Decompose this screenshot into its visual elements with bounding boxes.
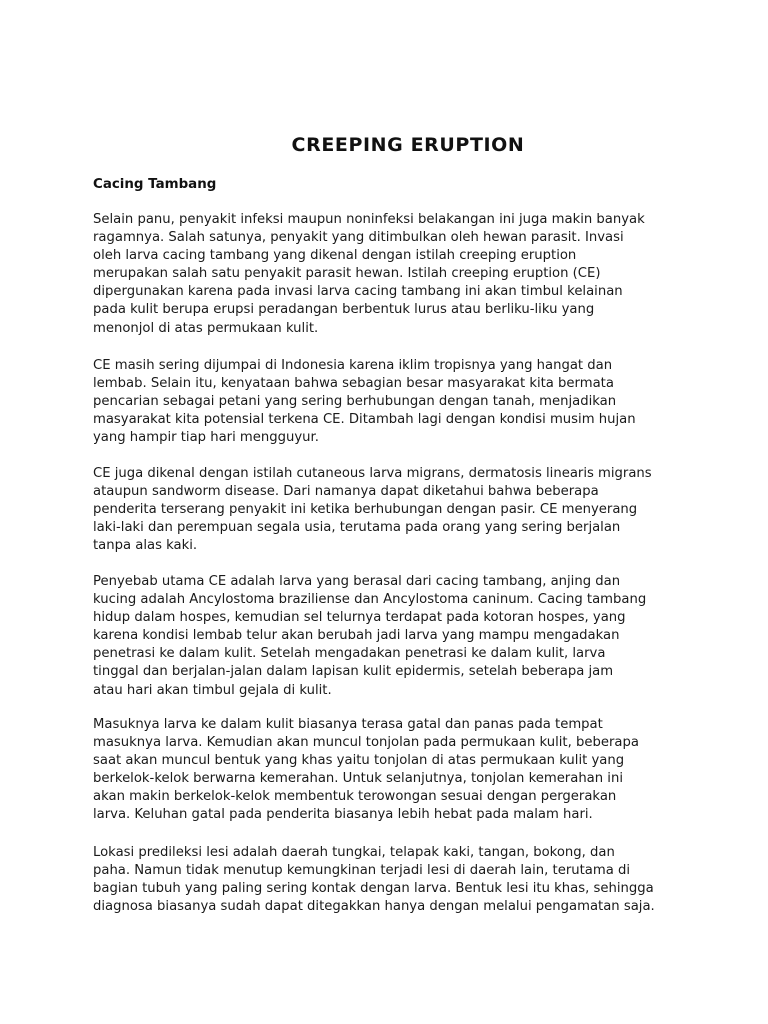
paragraph-line: atau hari akan timbul gejala di kulit. bbox=[93, 682, 332, 698]
paragraph-line: laki-laki dan perempuan segala usia, terutama pada orang yang sering berjalan bbox=[93, 520, 621, 536]
paragraph-line: paha. Namun tidak menutup kemungkinan terjadi lesi di daerah lain, terutama di bbox=[93, 863, 631, 879]
paragraph-3 bbox=[93, 465, 693, 555]
paragraph-line: CE juga dikenal dengan istilah cutaneous larva migrans, dermatosis linearis migrans bbox=[93, 466, 652, 481]
paragraph-line: saat akan muncul bentuk yang khas yaitu tonjolan di atas permukaan kulit yang bbox=[93, 753, 625, 769]
paragraph-line: Penyebab utama CE adalah larva yang berasal dari cacing tambang, anjing dan bbox=[93, 574, 621, 589]
paragraph-line: Selain panu, penyakit infeksi maupun noninfeksi belakangan ini juga makin banyak bbox=[93, 212, 645, 227]
paragraph-6 bbox=[93, 844, 693, 916]
paragraph-line: merupakan salah satu penyakit parasit hewan. Istilah creeping eruption (CE) bbox=[93, 266, 601, 282]
paragraph-line: yang hampir tiap hari mengguyur. bbox=[93, 430, 319, 446]
paragraph-1 bbox=[93, 211, 693, 338]
paragraph-line: menonjol di atas permukaan kulit. bbox=[93, 320, 319, 336]
paragraph-line: Masuknya larva ke dalam kulit biasanya terasa gatal dan panas pada tempat bbox=[93, 717, 603, 732]
paragraph-4 bbox=[93, 573, 693, 700]
document-title: CREEPING ERUPTION bbox=[291, 134, 525, 156]
paragraph-2 bbox=[93, 357, 693, 447]
paragraph-line: tanpa alas kaki. bbox=[93, 538, 198, 554]
paragraph-line: pada kulit berupa erupsi peradangan berbentuk lurus atau berliku-liku yang bbox=[93, 302, 595, 318]
paragraph-line: penetrasi ke dalam kulit. Setelah mengadakan penetrasi ke dalam kulit, larva bbox=[93, 646, 606, 662]
paragraph-line: Lokasi predileksi lesi adalah daerah tungkai, telapak kaki, tangan, bokong, dan bbox=[93, 845, 615, 860]
paragraph-line: kucing adalah Ancylostoma braziliense dan Ancylostoma caninum. Cacing tambang bbox=[93, 592, 647, 608]
paragraph-line: diagnosa biasanya sudah dapat ditegakkan hanya dengan melalui pengamatan saja. bbox=[93, 899, 655, 915]
paragraph-line: hidup dalam hospes, kemudian sel telurnya terdapat pada kotoran hospes, yang bbox=[93, 610, 626, 626]
paragraph-line: CE masih sering dijumpai di Indonesia karena iklim tropisnya yang hangat dan bbox=[93, 358, 613, 373]
section-heading: Cacing Tambang bbox=[93, 177, 217, 192]
paragraph-line: tinggal dan berjalan-jalan dalam lapisan kulit epidermis, setelah beberapa jam bbox=[93, 664, 614, 680]
paragraph-5 bbox=[93, 716, 693, 825]
paragraph-line: penderita terserang penyakit ini ketika berhubungan dengan pasir. CE menyerang bbox=[93, 502, 638, 518]
paragraph-line: bagian tubuh yang paling sering kontak dengan larva. Bentuk lesi itu khas, sehingga bbox=[93, 881, 654, 897]
paragraph-line: masyarakat kita potensial terkena CE. Ditambah lagi dengan kondisi musim hujan bbox=[93, 412, 636, 428]
paragraph-line: lembab. Selain itu, kenyataan bahwa sebagian besar masyarakat kita bermata bbox=[93, 376, 614, 392]
paragraph-line: akan makin berkelok-kelok membentuk terowongan sesuai dengan pergerakan bbox=[93, 789, 617, 805]
paragraph-line: ragamnya. Salah satunya, penyakit yang ditimbulkan oleh hewan parasit. Invasi bbox=[93, 230, 624, 246]
paragraph-line: karena kondisi lembab telur akan berubah jadi larva yang mampu mengadakan bbox=[93, 628, 620, 644]
paragraph-line: larva. Keluhan gatal pada penderita biasanya lebih hebat pada malam hari. bbox=[93, 807, 593, 823]
paragraph-line: pencarian sebagai petani yang sering berhubungan dengan tanah, menjadikan bbox=[93, 394, 617, 410]
paragraph-line: berkelok-kelok berwarna kemerahan. Untuk selanjutnya, tonjolan kemerahan ini bbox=[93, 771, 623, 787]
paragraph-line: ataupun sandworm disease. Dari namanya dapat diketahui bahwa beberapa bbox=[93, 484, 599, 500]
paragraph-line: masuknya larva. Kemudian akan muncul tonjolan pada permukaan kulit, beberapa bbox=[93, 735, 639, 751]
paragraph-line: oleh larva cacing tambang yang dikenal dengan istilah creeping eruption bbox=[93, 248, 577, 264]
paragraph-line: dipergunakan karena pada invasi larva cacing tambang ini akan timbul kelainan bbox=[93, 284, 623, 300]
